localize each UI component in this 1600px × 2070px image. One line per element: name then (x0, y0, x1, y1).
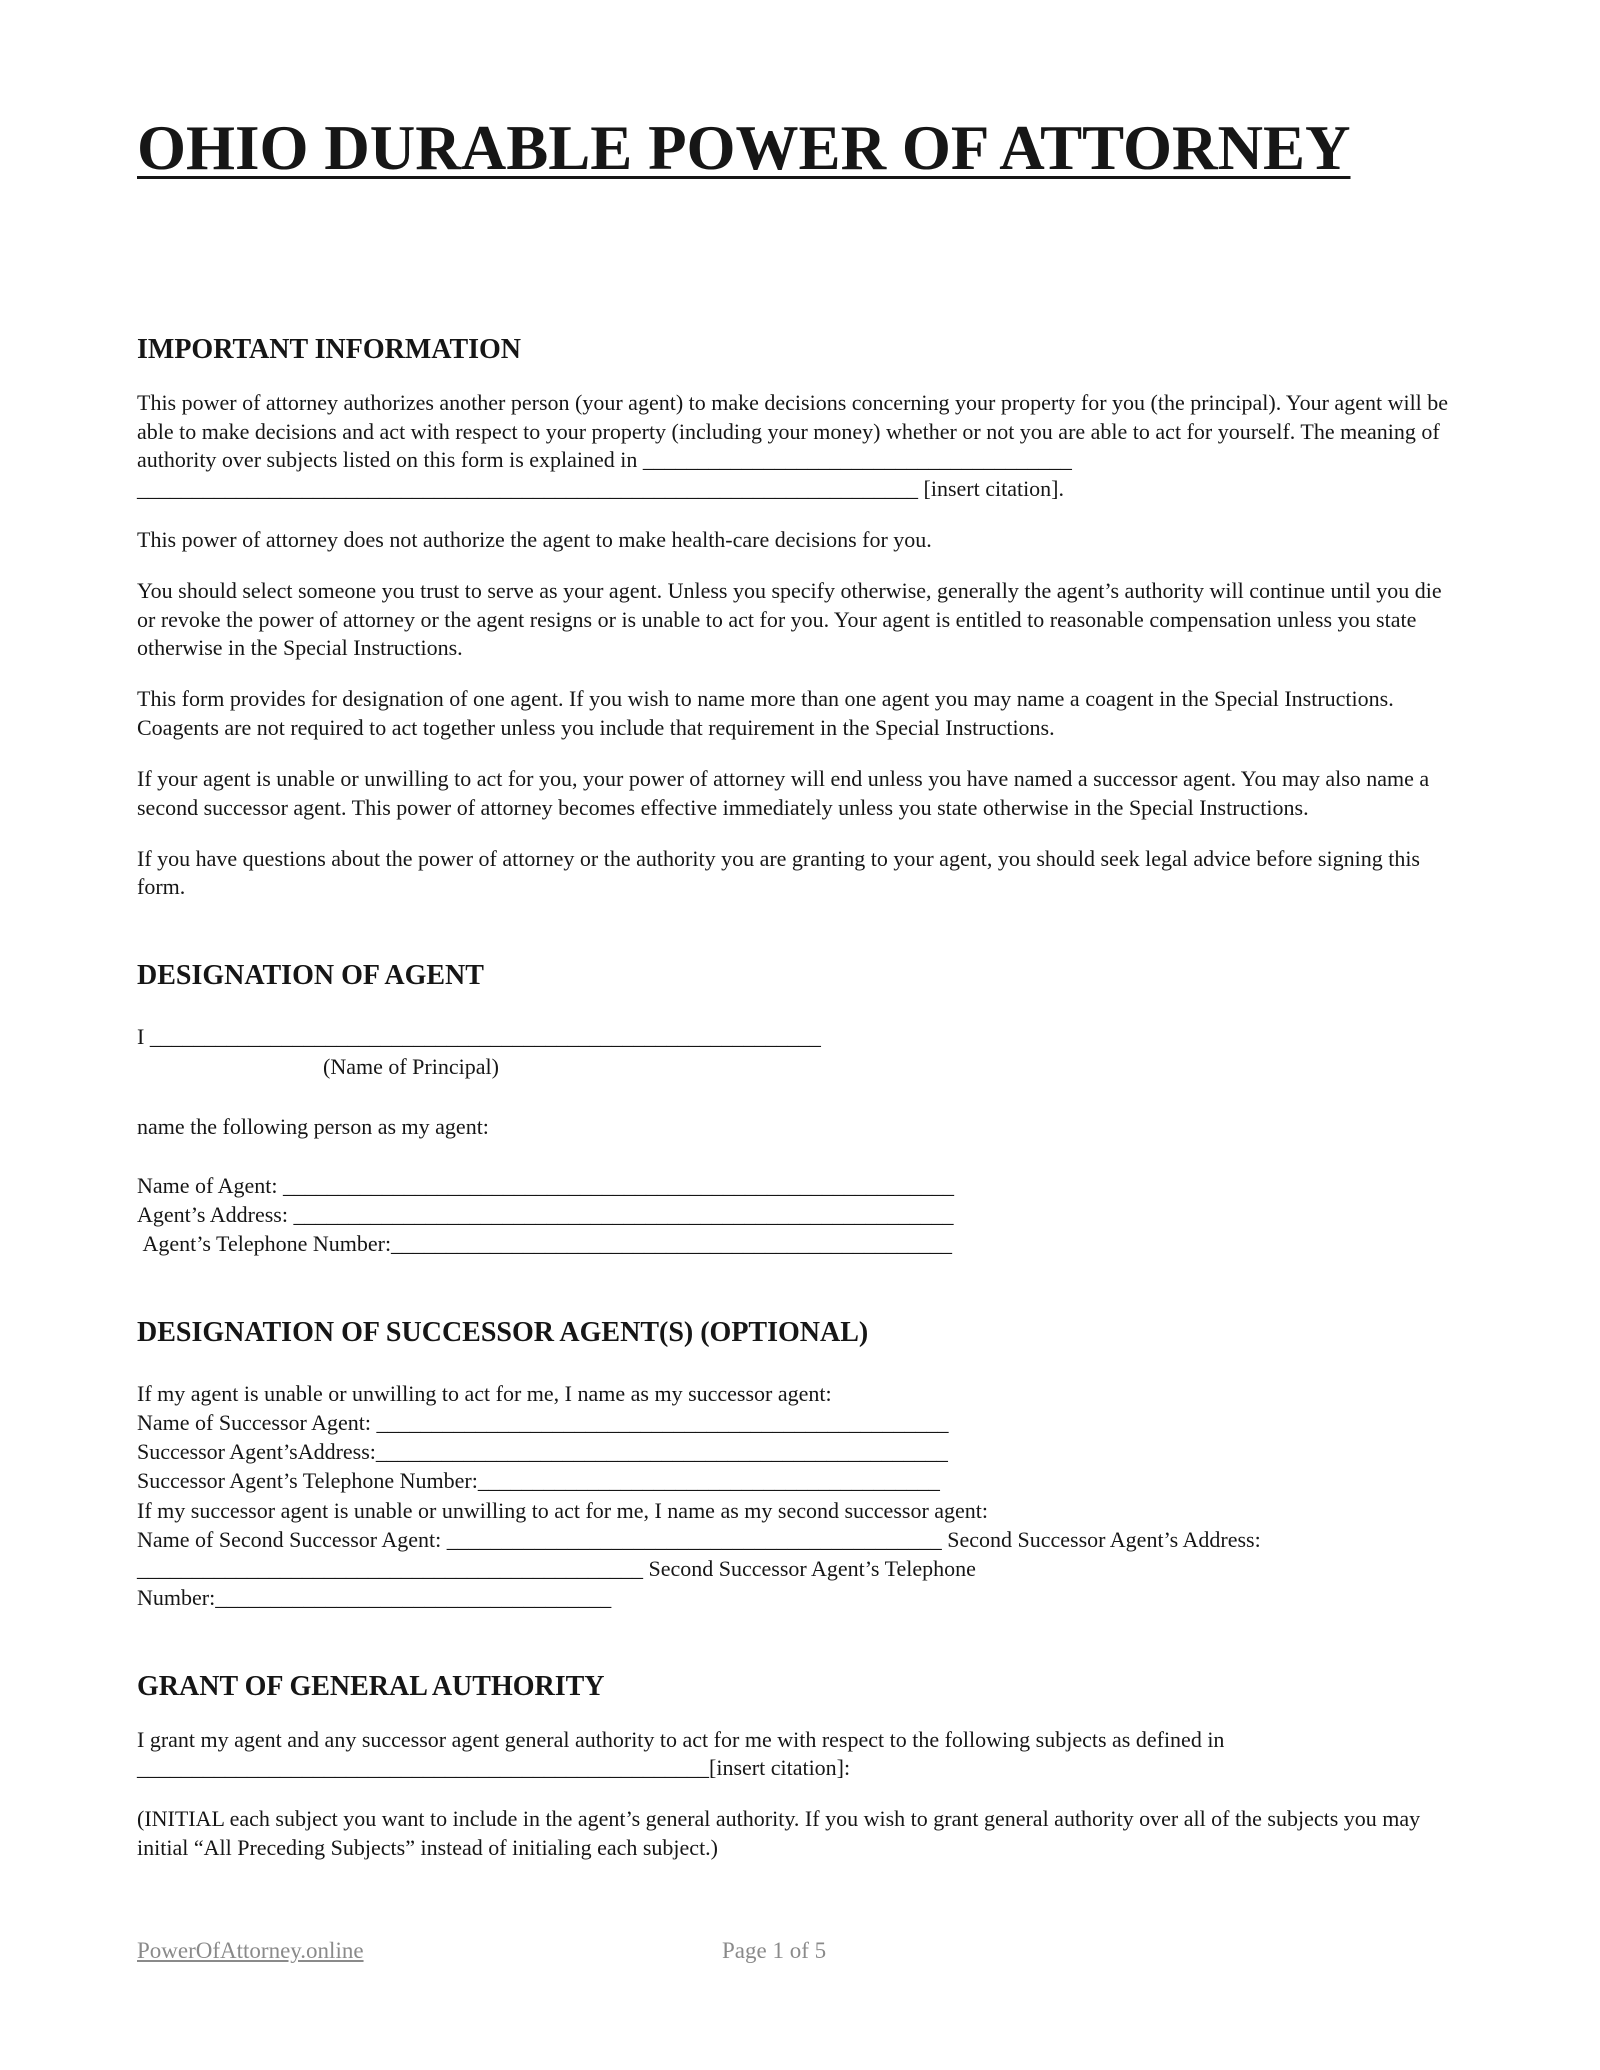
paragraph-legal-advice: If you have questions about the power of attorney or the authority you are granting to your agent, you should seek legal advice before signing this form. (137, 845, 1420, 900)
section-heading-designation-of-agent: DESIGNATION OF AGENT (137, 959, 484, 991)
citation-blank-line: _______________________________________________________________________ [insert citation]. (137, 475, 1065, 501)
paragraph-authorization (137, 389, 1463, 503)
agent-intro-line: name the following person as my agent: (137, 1113, 489, 1139)
successor-intro-line: If my agent is unable or unwilling to act for me, I name as my successor agent: (137, 1380, 832, 1406)
section-heading-important-information: IMPORTANT INFORMATION (137, 334, 522, 366)
document-title: OHIO DURABLE POWER OF ATTORNEY (137, 113, 1351, 183)
second-successor-name-line: Name of Second Successor Agent: _____________________________________________ Second Successor Agent’s Address: (137, 1526, 1261, 1552)
grant-citation-blank-line: ____________________________________________________[insert citation]: (137, 1754, 851, 1780)
agent-address-line: Agent’s Address: ____________________________________________________________ (137, 1202, 954, 1228)
footer-site-link[interactable]: PowerOfAttorney.online (137, 1938, 364, 1963)
second-successor-address-line: ______________________________________________ Second Successor Agent’s Telephone (137, 1556, 976, 1582)
successor-phone-line: Successor Agent’s Telephone Number:__________________________________________ (137, 1468, 940, 1494)
successor-name-line: Name of Successor Agent: ____________________________________________________ (137, 1409, 949, 1435)
grant-paragraph (137, 1726, 1463, 1783)
page-footer (137, 1938, 826, 1964)
section-heading-grant-authority: GRANT OF GENERAL AUTHORITY (137, 1670, 605, 1702)
paragraph-coagent: This form provides for designation of one agent. If you wish to name more than one agent you may name a coagent in the Special Instructions. Coagents are not required to act together unless you include that requirement in the Special Instructions. (137, 686, 1394, 740)
paragraph-authorization-text: This power of attorney authorizes another person (your agent) to make decisions concerning your property for you (the principal). Your agent will be able to make decisions and act with respect to your property (including your money) whether or not you are able to act for yourself. The meaning of authority over subjects listed on this form is explained in _______________________________________ (137, 390, 1449, 473)
section-heading-successor-agent: DESIGNATION OF SUCCESSOR AGENT(S) (OPTIONAL) (137, 1316, 869, 1348)
paragraph-healthcare: This power of attorney does not authorize the agent to make health-care decisions for you. (137, 526, 932, 552)
agent-phone-line: Agent’s Telephone Number:___________________________________________________ (137, 1231, 953, 1257)
second-successor-intro-line: If my successor agent is unable or unwilling to act for me, I name as my second successor agent: (137, 1497, 989, 1523)
principal-name-line: I _____________________________________________________________ (137, 1023, 821, 1049)
second-successor-phone-line: Number:____________________________________ (137, 1585, 612, 1611)
successor-address-line: Successor Agent’sAddress:____________________________________________________ (137, 1439, 948, 1465)
grant-paragraph-text: I grant my agent and any successor agent general authority to act for me with respect to the following subjects as defined in (137, 1726, 1225, 1752)
agent-name-line: Name of Agent: _____________________________________________________________ (137, 1172, 955, 1198)
principal-name-caption: (Name of Principal) (323, 1053, 499, 1079)
page-number: Page 1 of 5 (722, 1938, 827, 1963)
successor-fields (137, 1379, 1463, 1613)
paragraph-select-agent: You should select someone you trust to serve as your agent. Unless you specify otherwise, generally the agent’s authority will continue until you die or revoke the power of attorney or the agent resigns or is unable to act for you. Your agent is entitled to reasonable compensation unless you state otherwise in the Special Instructions. (137, 578, 1442, 661)
initial-instructions: (INITIAL each subject you want to include in the agent’s general authority. If you wish to grant general authority over all of the subjects you may initial “All Preceding Subjects” instead of initialing each subject.) (137, 1806, 1421, 1860)
agent-fields (137, 1171, 1463, 1259)
paragraph-successor-info: If your agent is unable or unwilling to act for you, your power of attorney will end unless you have named a successor agent. You may also name a second successor agent. This power of attorney becomes effective immediately unless you state otherwise in the Special Instructions. (137, 766, 1430, 820)
